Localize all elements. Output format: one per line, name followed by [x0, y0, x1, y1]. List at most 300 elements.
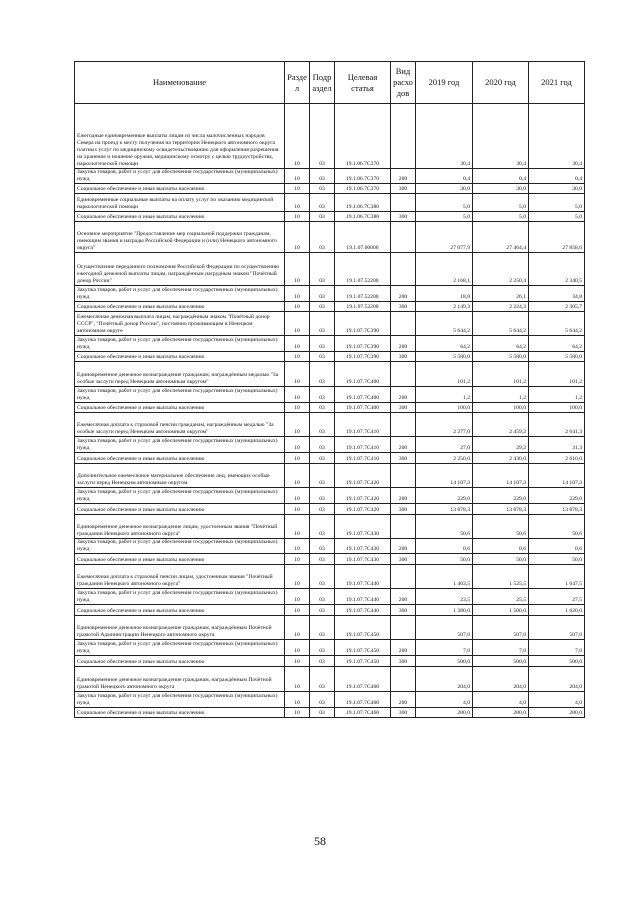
header-2019: 2019 год: [416, 62, 473, 104]
cell-vid: 300: [391, 184, 416, 194]
cell-name: Закупка товаров, работ и услуг для обеспечения государственных (муниципальных) нужд: [75, 286, 285, 302]
table-row: [75, 708, 585, 718]
cell-vid: 200: [391, 539, 416, 554]
cell-podrazdel: 03: [310, 504, 335, 515]
cell-name: Социальное обеспечение и иные выплаты населению: [75, 403, 285, 413]
table-row: [75, 554, 585, 565]
cell-y2021: 31,3: [529, 437, 585, 453]
cell-podrazdel: 03: [310, 286, 335, 302]
cell-y2021: 5 580,0: [529, 352, 585, 362]
cell-y2020: 4,0: [473, 692, 529, 708]
cell-razdel: 10: [285, 312, 310, 336]
cell-statya: 19.1.07.7С410: [335, 413, 391, 437]
cell-name: Ежемесячная доплата к страховой пенсии гражданам, награждённым медалью "За особые заслуги перед Ненецким автономным округом": [75, 413, 285, 437]
cell-statya: 19.1.07.00000: [335, 222, 391, 253]
cell-vid: [391, 253, 416, 286]
cell-name: Закупка товаров, работ и услуг для обеспечения государственных (муниципальных) нужд: [75, 640, 285, 656]
cell-y2021: 4,0: [529, 692, 585, 708]
cell-y2021: 50,0: [529, 554, 585, 565]
cell-name: Единовременное денежное вознаграждение гражданам, награждённым Почётной грамотой Администрации Ненецкого автономного округа: [75, 616, 285, 640]
cell-y2021: 200,0: [529, 708, 585, 718]
cell-podrazdel: 03: [310, 222, 335, 253]
cell-statya: 19.1.07.7С450: [335, 656, 391, 667]
header-row: [75, 62, 585, 104]
table-row: [75, 488, 585, 504]
cell-statya: 19.1.07.7С430: [335, 539, 391, 554]
cell-y2020: 1 500,0: [473, 605, 529, 616]
cell-razdel: 10: [285, 212, 310, 222]
cell-name: Социальное обеспечение и иные выплаты населению: [75, 605, 285, 616]
cell-statya: 19.1.07.52200: [335, 253, 391, 286]
cell-podrazdel: 03: [310, 554, 335, 565]
table-row: [75, 539, 585, 554]
cell-statya: 19.1.07.7С390: [335, 312, 391, 336]
cell-y2020: 5,0: [473, 194, 529, 212]
cell-y2021: 27,5: [529, 589, 585, 605]
cell-y2019: 5,0: [416, 212, 473, 222]
cell-y2021: 50,6: [529, 515, 585, 539]
cell-y2020: 64,2: [473, 336, 529, 352]
cell-vid: 300: [391, 605, 416, 616]
cell-razdel: 10: [285, 488, 310, 504]
page-number: 58: [314, 834, 326, 848]
cell-statya: 19.1.07.7С390: [335, 352, 391, 362]
cell-statya: 19.1.07.7С430: [335, 554, 391, 565]
cell-vid: 200: [391, 437, 416, 453]
table-row: [75, 253, 585, 286]
cell-name: Единовременное денежное вознаграждение гражданам, награждённым Почётной грамотой Ненецкого автономного округа: [75, 667, 285, 692]
cell-y2021: 64,2: [529, 336, 585, 352]
cell-statya: 19.1.07.52200: [335, 302, 391, 312]
cell-name: Закупка товаров, работ и услуг для обеспечения государственных (муниципальных) нужд: [75, 169, 285, 184]
cell-razdel: 10: [285, 352, 310, 362]
cell-y2020: 229,0: [473, 488, 529, 504]
cell-razdel: 10: [285, 413, 310, 437]
cell-y2019: 1 380,0: [416, 605, 473, 616]
cell-name: Закупка товаров, работ и услуг для обеспечения государственных (муниципальных) нужд: [75, 336, 285, 352]
cell-vid: 300: [391, 352, 416, 362]
cell-y2021: 14 107,3: [529, 464, 585, 488]
cell-vid: 200: [391, 387, 416, 403]
cell-y2020: 1 525,5: [473, 565, 529, 589]
cell-y2019: 229,0: [416, 488, 473, 504]
cell-razdel: 10: [285, 589, 310, 605]
table-row: [75, 437, 585, 453]
cell-podrazdel: 03: [310, 413, 335, 437]
cell-y2021: 1 620,0: [529, 605, 585, 616]
cell-y2021: 2 610,0: [529, 453, 585, 464]
cell-vid: [391, 667, 416, 692]
table-row: [75, 616, 585, 640]
table-row: [75, 194, 585, 212]
cell-razdel: 10: [285, 515, 310, 539]
table-row: [75, 656, 585, 667]
cell-podrazdel: 03: [310, 464, 335, 488]
cell-razdel: 10: [285, 692, 310, 708]
cell-y2020: 27 464,4: [473, 222, 529, 253]
cell-razdel: 10: [285, 437, 310, 453]
cell-y2020: 26,1: [473, 286, 529, 302]
table-header: [75, 62, 585, 104]
cell-name: Социальное обеспечение и иные выплаты населению: [75, 708, 285, 718]
cell-y2021: 507,0: [529, 616, 585, 640]
cell-y2020: 0,6: [473, 539, 529, 554]
cell-y2020: 101,2: [473, 362, 529, 387]
cell-statya: 19.1.07.7С460: [335, 692, 391, 708]
cell-y2021: 2 340,5: [529, 253, 585, 286]
cell-y2019: 200,0: [416, 708, 473, 718]
cell-razdel: 10: [285, 286, 310, 302]
cell-y2021: 7,0: [529, 640, 585, 656]
cell-podrazdel: 03: [310, 194, 335, 212]
header-statya: Целевая статья: [335, 62, 391, 104]
cell-vid: 200: [391, 336, 416, 352]
cell-vid: [391, 312, 416, 336]
cell-podrazdel: 03: [310, 387, 335, 403]
cell-name: Закупка товаров, работ и услуг для обеспечения государственных (муниципальных) нужд: [75, 539, 285, 554]
cell-y2019: 0,6: [416, 539, 473, 554]
cell-y2020: 2 459,2: [473, 413, 529, 437]
cell-podrazdel: 03: [310, 488, 335, 504]
cell-y2020: 5 580,0: [473, 352, 529, 362]
cell-statya: 19.1.07.7С410: [335, 453, 391, 464]
cell-y2020: 204,0: [473, 667, 529, 692]
table-row: [75, 667, 585, 692]
cell-name: Закупка товаров, работ и услуг для обеспечения государственных (муниципальных) нужд: [75, 488, 285, 504]
cell-vid: [391, 464, 416, 488]
cell-podrazdel: 03: [310, 515, 335, 539]
cell-name: Дополнительное ежемесячное материальное обеспечение лиц, имеющих особые заслуги перед Ненецким автономным округом: [75, 464, 285, 488]
cell-name: Социальное обеспечение и иные выплаты населению: [75, 656, 285, 667]
cell-statya: 19.1.07.7С440: [335, 565, 391, 589]
cell-podrazdel: 03: [310, 352, 335, 362]
cell-name: Социальное обеспечение и иные выплаты населению: [75, 554, 285, 565]
header-2020: 2020 год: [473, 62, 529, 104]
cell-y2019: 204,0: [416, 667, 473, 692]
cell-y2019: 5 580,0: [416, 352, 473, 362]
cell-podrazdel: 03: [310, 212, 335, 222]
cell-vid: [391, 616, 416, 640]
cell-y2019: 2 250,0: [416, 453, 473, 464]
cell-y2019: 5 644,2: [416, 312, 473, 336]
table-row: [75, 352, 585, 362]
cell-razdel: 10: [285, 184, 310, 194]
cell-name: Социальное обеспечение и иные выплаты населению: [75, 504, 285, 515]
cell-y2021: 13 878,3: [529, 504, 585, 515]
cell-razdel: 10: [285, 194, 310, 212]
cell-y2019: 18,8: [416, 286, 473, 302]
cell-y2020: 14 107,3: [473, 464, 529, 488]
table-row: [75, 286, 585, 302]
cell-y2020: 50,6: [473, 515, 529, 539]
cell-statya: 19.1.07.7С420: [335, 464, 391, 488]
cell-y2021: 5,0: [529, 194, 585, 212]
cell-y2019: 64,2: [416, 336, 473, 352]
cell-name: Единовременное денежное вознаграждение гражданам, награждённым медалью "За особые заслуги перед Ненецким автономным округом": [75, 362, 285, 387]
cell-vid: [391, 362, 416, 387]
cell-razdel: 10: [285, 453, 310, 464]
cell-statya: 19.1.06.7С380: [335, 212, 391, 222]
cell-y2021: 1 647,5: [529, 565, 585, 589]
cell-vid: 200: [391, 286, 416, 302]
cell-razdel: 10: [285, 336, 310, 352]
cell-statya: 19.1.07.7С460: [335, 708, 391, 718]
cell-y2020: 0,4: [473, 169, 529, 184]
cell-y2021: 5,0: [529, 212, 585, 222]
cell-vid: 300: [391, 656, 416, 667]
cell-statya: 19.1.06.7С370: [335, 169, 391, 184]
cell-razdel: 10: [285, 605, 310, 616]
cell-name: Социальное обеспечение и иные выплаты населению: [75, 302, 285, 312]
cell-razdel: 10: [285, 504, 310, 515]
table-row: [75, 387, 585, 403]
table-row: [75, 184, 585, 194]
cell-razdel: 10: [285, 104, 310, 169]
cell-statya: 19.1.07.7С440: [335, 589, 391, 605]
table-row: [75, 403, 585, 413]
cell-podrazdel: 03: [310, 589, 335, 605]
cell-podrazdel: 03: [310, 692, 335, 708]
cell-razdel: 10: [285, 616, 310, 640]
cell-y2021: 229,0: [529, 488, 585, 504]
cell-y2021: 2 305,7: [529, 302, 585, 312]
cell-statya: 19.1.07.7С460: [335, 667, 391, 692]
cell-y2019: 30,4: [416, 104, 473, 169]
cell-y2020: 1,2: [473, 387, 529, 403]
cell-y2021: 1,2: [529, 387, 585, 403]
cell-name: Ежегодные единовременные выплаты лицам из числа малочисленных народов Севера на проезд к месту получения на территории Ненецкого автономного округа платных услуг по медицинскому освидетельствованию для оформления разрешения на хранение и ношение оружия, медицинскому осмотру с целью трудоустройства, наркологической помощи: [75, 104, 285, 169]
cell-podrazdel: 03: [310, 302, 335, 312]
header-vid: Вид расхо дов: [391, 62, 416, 104]
cell-y2020: 507,0: [473, 616, 529, 640]
cell-vid: [391, 222, 416, 253]
cell-y2019: 5,0: [416, 194, 473, 212]
table-row: [75, 504, 585, 515]
table-row: [75, 312, 585, 336]
cell-vid: 200: [391, 169, 416, 184]
cell-podrazdel: 03: [310, 312, 335, 336]
table-row: [75, 104, 585, 169]
cell-podrazdel: 03: [310, 184, 335, 194]
cell-razdel: 10: [285, 302, 310, 312]
table-row: [75, 515, 585, 539]
cell-y2020: 2 430,0: [473, 453, 529, 464]
cell-name: Закупка товаров, работ и услуг для обеспечения государственных (муниципальных) нужд: [75, 437, 285, 453]
cell-razdel: 10: [285, 362, 310, 387]
cell-podrazdel: 03: [310, 437, 335, 453]
table-row: [75, 336, 585, 352]
header-razdel: Разде л: [285, 62, 310, 104]
cell-y2019: 30,0: [416, 184, 473, 194]
cell-statya: 19.1.06.7С380: [335, 194, 391, 212]
cell-vid: [391, 565, 416, 589]
cell-podrazdel: 03: [310, 453, 335, 464]
cell-y2020: 2 224,3: [473, 302, 529, 312]
cell-podrazdel: 03: [310, 362, 335, 387]
cell-vid: [391, 104, 416, 169]
cell-y2019: 2 149,3: [416, 302, 473, 312]
table-row: [75, 212, 585, 222]
cell-y2020: 13 878,3: [473, 504, 529, 515]
cell-podrazdel: 03: [310, 565, 335, 589]
cell-y2020: 30,0: [473, 184, 529, 194]
table-row: [75, 464, 585, 488]
cell-y2021: 0,6: [529, 539, 585, 554]
cell-vid: 300: [391, 504, 416, 515]
cell-razdel: 10: [285, 640, 310, 656]
cell-y2020: 100,0: [473, 403, 529, 413]
cell-razdel: 10: [285, 464, 310, 488]
cell-y2019: 101,2: [416, 362, 473, 387]
cell-statya: 19.1.07.7С390: [335, 336, 391, 352]
cell-razdel: 10: [285, 253, 310, 286]
cell-y2020: 2 250,4: [473, 253, 529, 286]
cell-y2020: 50,0: [473, 554, 529, 565]
cell-name: Основное мероприятие "Предоставление мер социальной поддержки гражданам, имеющим звания и награды Российской Федерации и (или) Ненецкого автономного округа": [75, 222, 285, 253]
cell-y2019: 14 107,3: [416, 464, 473, 488]
cell-y2019: 2 277,0: [416, 413, 473, 437]
table-row: [75, 222, 585, 253]
cell-podrazdel: 03: [310, 539, 335, 554]
table-row: [75, 565, 585, 589]
cell-y2019: 27 077,9: [416, 222, 473, 253]
cell-podrazdel: 03: [310, 616, 335, 640]
cell-statya: 19.1.06.7С370: [335, 184, 391, 194]
cell-name: Единовременные социальные выплаты на оплату услуг по оказанию медицинской наркологической помощи: [75, 194, 285, 212]
cell-y2020: 29,2: [473, 437, 529, 453]
cell-podrazdel: 03: [310, 605, 335, 616]
cell-vid: 200: [391, 640, 416, 656]
cell-podrazdel: 03: [310, 104, 335, 169]
cell-y2019: 7,0: [416, 640, 473, 656]
cell-razdel: 10: [285, 403, 310, 413]
cell-name: Закупка товаров, работ и услуг для обеспечения государственных (муниципальных) нужд: [75, 589, 285, 605]
table-row: [75, 589, 585, 605]
cell-name: Ежемесячная денежная выплата лицам, награждённым знаком "Почётный донор СССР", "Почётный донор России", постоянно проживающим в Ненецком автономном округе: [75, 312, 285, 336]
header-name: Наименование: [75, 62, 285, 104]
cell-podrazdel: 03: [310, 253, 335, 286]
cell-y2021: 500,0: [529, 656, 585, 667]
cell-y2020: 30,4: [473, 104, 529, 169]
cell-vid: 300: [391, 302, 416, 312]
cell-vid: [391, 515, 416, 539]
cell-podrazdel: 03: [310, 403, 335, 413]
cell-name: Закупка товаров, работ и услуг для обеспечения государственных (муниципальных) нужд: [75, 692, 285, 708]
cell-podrazdel: 03: [310, 640, 335, 656]
cell-podrazdel: 03: [310, 336, 335, 352]
cell-statya: 19.1.07.7С430: [335, 515, 391, 539]
cell-statya: 19.1.07.7С420: [335, 504, 391, 515]
cell-vid: 300: [391, 708, 416, 718]
cell-y2021: 0,4: [529, 169, 585, 184]
cell-vid: 300: [391, 554, 416, 565]
cell-statya: 19.1.06.7С370: [335, 104, 391, 169]
cell-razdel: 10: [285, 667, 310, 692]
cell-name: Единовременное денежное вознаграждение лицам, удостоенным звания "Почётный гражданин Ненецкого автономного округа": [75, 515, 285, 539]
header-podrazdel: Подр аздел: [310, 62, 335, 104]
cell-razdel: 10: [285, 222, 310, 253]
cell-statya: 19.1.07.7С450: [335, 640, 391, 656]
cell-name: Социальное обеспечение и иные выплаты населению: [75, 212, 285, 222]
cell-y2019: 27,0: [416, 437, 473, 453]
cell-razdel: 10: [285, 387, 310, 403]
cell-name: Закупка товаров, работ и услуг для обеспечения государственных (муниципальных) нужд: [75, 387, 285, 403]
cell-statya: 19.1.07.7С440: [335, 605, 391, 616]
cell-podrazdel: 03: [310, 708, 335, 718]
cell-y2019: 100,0: [416, 403, 473, 413]
cell-statya: 19.1.07.7С450: [335, 616, 391, 640]
cell-name: Социальное обеспечение и иные выплаты населению: [75, 352, 285, 362]
cell-y2019: 4,0: [416, 692, 473, 708]
cell-razdel: 10: [285, 708, 310, 718]
table-row: [75, 169, 585, 184]
cell-y2021: 34,8: [529, 286, 585, 302]
cell-y2019: 2 168,1: [416, 253, 473, 286]
cell-y2019: 0,4: [416, 169, 473, 184]
cell-vid: 300: [391, 403, 416, 413]
cell-razdel: 10: [285, 656, 310, 667]
table-row: [75, 362, 585, 387]
cell-razdel: 10: [285, 539, 310, 554]
header-2021: 2021 год: [529, 62, 585, 104]
cell-y2021: 30,0: [529, 184, 585, 194]
cell-y2019: 23,5: [416, 589, 473, 605]
cell-y2021: 204,0: [529, 667, 585, 692]
cell-statya: 19.1.07.7С400: [335, 362, 391, 387]
budget-table: [74, 61, 585, 718]
cell-razdel: 10: [285, 565, 310, 589]
cell-statya: 19.1.07.7С400: [335, 387, 391, 403]
table-row: [75, 640, 585, 656]
table-row: [75, 692, 585, 708]
cell-y2020: 5 644,2: [473, 312, 529, 336]
cell-y2020: 5,0: [473, 212, 529, 222]
table-row: [75, 453, 585, 464]
cell-vid: [391, 194, 416, 212]
table-row: [75, 413, 585, 437]
cell-name: Осуществление переданного полномочия Российской Федерации по осуществлению ежегодной денежной выплаты лицам, награждённым нагрудным знаком "Почётный донор России": [75, 253, 285, 286]
cell-y2021: 30,4: [529, 104, 585, 169]
cell-vid: 200: [391, 589, 416, 605]
cell-y2021: 2 641,3: [529, 413, 585, 437]
cell-y2019: 50,0: [416, 554, 473, 565]
cell-podrazdel: 03: [310, 667, 335, 692]
cell-y2021: 100,0: [529, 403, 585, 413]
cell-y2021: 27 858,6: [529, 222, 585, 253]
cell-y2020: 500,0: [473, 656, 529, 667]
cell-name: Социальное обеспечение и иные выплаты населению: [75, 453, 285, 464]
cell-y2019: 507,0: [416, 616, 473, 640]
table-body: [75, 104, 585, 718]
cell-name: Социальное обеспечение и иные выплаты населению: [75, 184, 285, 194]
cell-razdel: 10: [285, 554, 310, 565]
cell-vid: 200: [391, 488, 416, 504]
table-row: [75, 302, 585, 312]
cell-y2021: 101,2: [529, 362, 585, 387]
cell-name: Ежемесячная доплата к страховой пенсии лицам, удостоенным звания "Почётный гражданин Ненецкого автономного округа": [75, 565, 285, 589]
cell-y2019: 1,2: [416, 387, 473, 403]
cell-y2019: 13 878,3: [416, 504, 473, 515]
cell-podrazdel: 03: [310, 656, 335, 667]
table-row: [75, 605, 585, 616]
cell-statya: 19.1.07.7С420: [335, 488, 391, 504]
cell-y2019: 1 403,5: [416, 565, 473, 589]
cell-y2021: 5 644,2: [529, 312, 585, 336]
cell-y2020: 200,0: [473, 708, 529, 718]
cell-statya: 19.1.07.7С400: [335, 403, 391, 413]
cell-statya: 19.1.07.52200: [335, 286, 391, 302]
cell-y2019: 50,6: [416, 515, 473, 539]
